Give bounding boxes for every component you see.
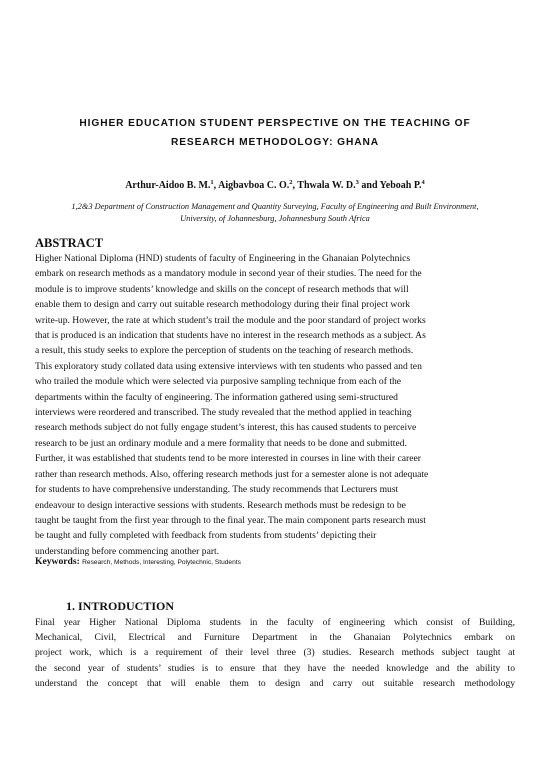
affiliation [20, 201, 530, 225]
author-name: Yeboah P. [379, 180, 422, 191]
intro-line: the second year of students’ studies is to ensure that they have the needed knowledge and the ability to [35, 662, 515, 674]
abstract-line: This exploratory study collated data using extensive interviews with ten students who passed and ten [35, 360, 422, 372]
abstract-line: a result, this study seeks to explore the perception of students on the teaching of research methods. [35, 345, 414, 357]
abstract-line: enable them to design and carry out suitable research methodology during their final project work [35, 299, 411, 311]
abstract-line: understanding before commencing another part. [35, 545, 220, 557]
abstract-line: for students to have comprehensive understanding. The study recommends that Lecturers must [35, 484, 399, 496]
abstract-body [35, 251, 515, 559]
abstract-line: write-up. However, the rate at which student’s trail the module and the poor standard of project works [35, 314, 426, 326]
abstract-line: Further, it was established that students tend to be more interested in courses in line with their career [35, 453, 421, 465]
paper-title [40, 114, 510, 152]
keywords-list: Research, Methods, Interesting, Polytechnic, Students [82, 559, 241, 566]
intro-line: understand the concept that will enable them to design and carry out suitable research methodology [35, 677, 515, 689]
author-name: Thwala W. D. [297, 180, 356, 191]
author-name: Arthur-Aidoo B. M. [125, 180, 211, 191]
abstract-line: that is produced is an indication that students have no interest in the research methods as a subject. As [35, 330, 426, 342]
title-line: HIGHER EDUCATION STUDENT PERSPECTIVE ON THE TEACHING OF [79, 118, 471, 129]
affiliation-line: 1,2&3 Department of Construction Management and Quantity Surveying, Faculty of Engineering and Built Environment, [71, 202, 479, 211]
intro-line: project work, which is a requirement of their level three (3) studies. Research methods subject taught at [35, 647, 515, 659]
introduction-heading: 1. INTRODUCTION [66, 599, 175, 613]
abstract-line: interviews were reordered and transcribed. The study revealed that the method applied in teaching [35, 407, 412, 419]
author-separator: , [292, 180, 298, 191]
intro-line: Mechanical, Civil, Electrical and Furniture Department in the Ghanaian Polytechnics embark on [35, 632, 515, 644]
author-name: Aigbavboa C. O. [218, 180, 290, 191]
abstract-line: module is to improve students’ knowledge and skills on the concept of research methods that will [35, 283, 409, 295]
introduction-body [35, 615, 515, 691]
abstract-line: who trailed the module which were selected via purposive sampling technique from each of the [35, 376, 402, 388]
author-superscript: 1 [210, 179, 214, 186]
abstract-line: taught be taught from the first year through to the final year. The main component parts research must [35, 514, 426, 526]
title-line: RESEARCH METHODOLOGY: GHANA [170, 137, 380, 148]
abstract-line: embark on research methods as a mandatory module in second year of their studies. The need for the [35, 268, 422, 280]
intro-line: Final year Higher National Diploma students in the faculty of engineering which consist of Building, [35, 617, 515, 628]
author-separator: , [213, 180, 219, 191]
abstract-line: endeavour to design interactive sessions with students. Research methods must be redesign to be [35, 499, 406, 511]
abstract-line: departments within the faculty of engineering. The information gathered using semi-structured [35, 391, 398, 403]
abstract-line: Higher National Diploma (HND) students of faculty of Engineering in the Ghanaian Polytechnics [35, 253, 411, 264]
affiliation-line: University, of Johannesburg, Johannesburg South Africa [180, 214, 370, 223]
abstract-heading: ABSTRACT [35, 236, 104, 250]
author-list [20, 180, 530, 191]
abstract-line: research to be just an ordinary module and a mere formality that needs to be done and submitted. [35, 437, 407, 449]
author-superscript: 3 [355, 179, 359, 186]
keywords [35, 556, 241, 567]
author-separator: and [358, 180, 380, 191]
abstract-line: research methods subject do not fully engage student’s interest, this has caused students to perceive [35, 422, 417, 434]
abstract-line: rather than research methods. Also, offering research methods just for a semester alone is not adequate [35, 468, 429, 480]
keywords-label: Keywords: [35, 556, 80, 567]
abstract-line: be taught and fully completed with feedback from students from students’ depicting their [35, 530, 377, 542]
author-superscript: 2 [289, 179, 293, 186]
author-superscript: 4 [421, 179, 425, 186]
